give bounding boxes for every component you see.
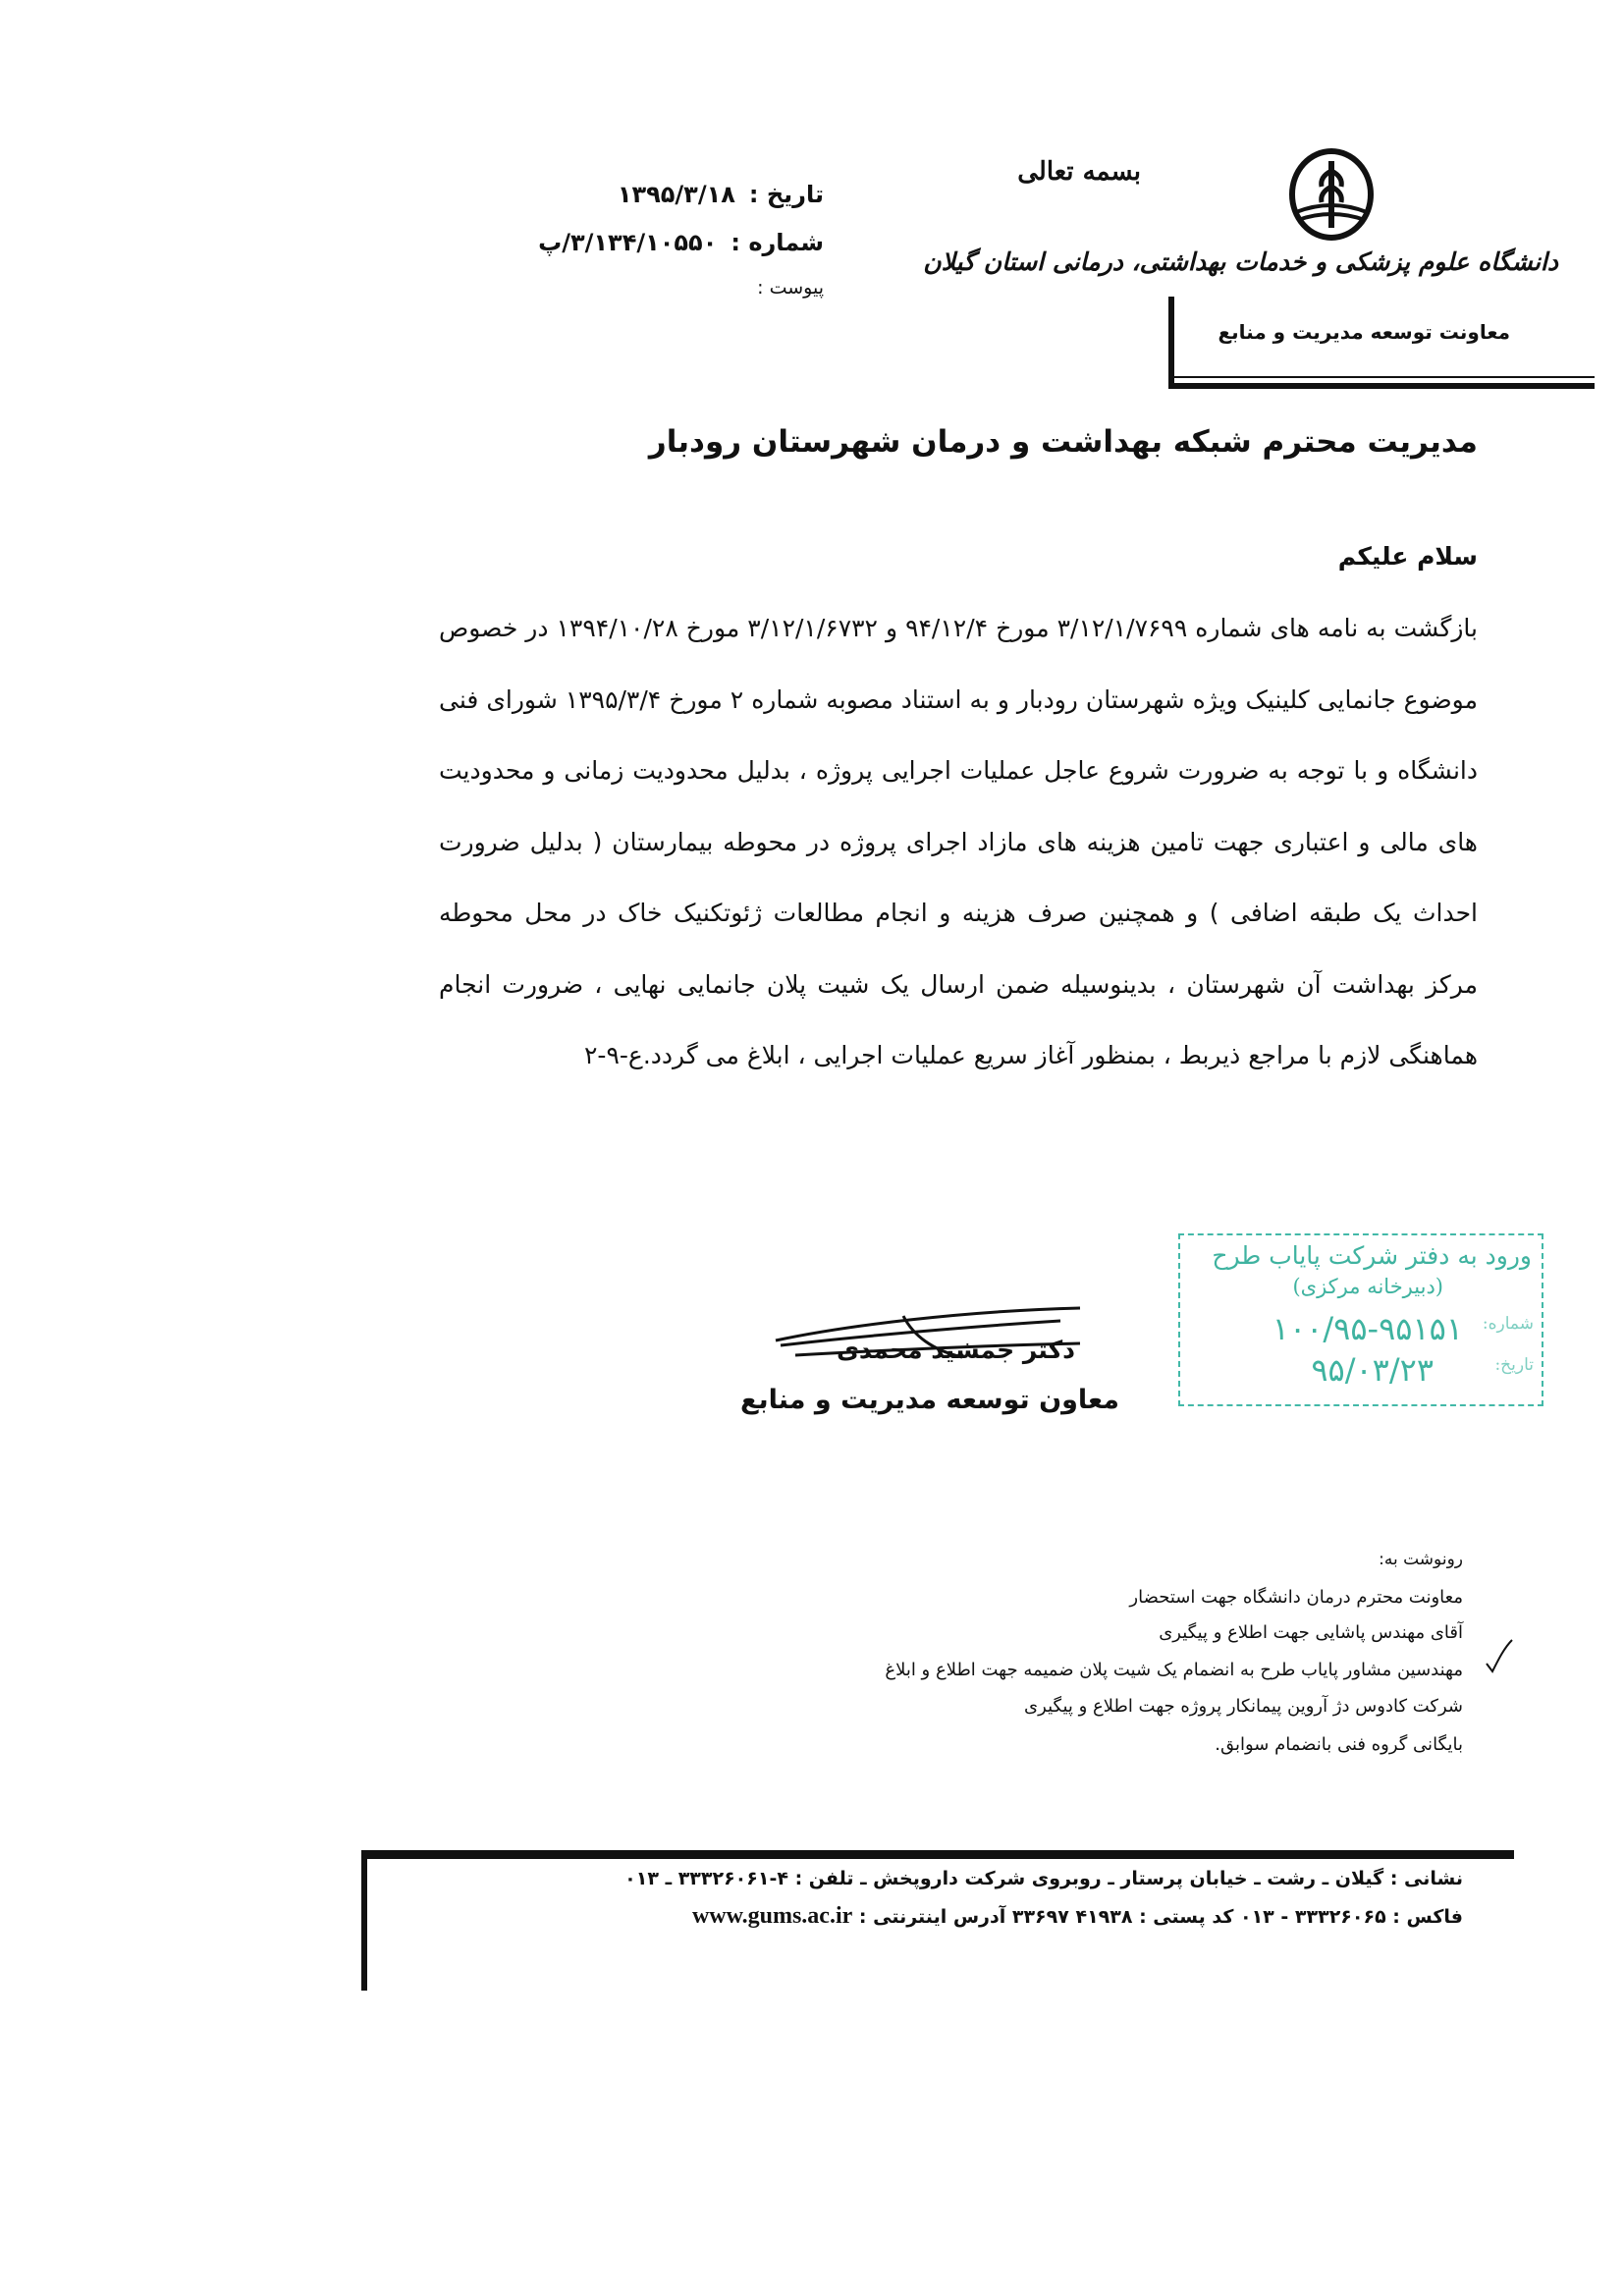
- stamp-number-label: شماره:: [1482, 1314, 1534, 1334]
- date-label: تاریخ :: [748, 181, 824, 208]
- bismillah: بسمه تعالی: [1017, 157, 1141, 187]
- number-value: ۳/۱۳۴/۱۰۵۵۰/پ: [538, 229, 718, 256]
- greeting: سلام علیکم: [1337, 542, 1478, 571]
- date-row: [618, 181, 824, 208]
- stamp-number-value: ۱۰۰/۹۵-۹۵۱۵۱: [1272, 1310, 1463, 1347]
- cc-item: مهندسین مشاور پایاب طرح به انضمام یک شیت پلان ضمیمه جهت اطلاع و ابلاغ: [885, 1660, 1463, 1680]
- cc-item: شرکت کادوس دژ آروین پیمانکار پروژه جهت اطلاع و پیگیری: [1024, 1696, 1463, 1717]
- footer-fax-postal: فاکس : ۳۳۳۲۶۰۶۵ - ۰۱۳ کد پستی : ۴۱۹۳۸ ۳۳۶۹۷ آدرس اینترنتی :: [858, 1906, 1463, 1928]
- handwritten-signature-icon: [766, 1296, 1090, 1385]
- number-label: شماره :: [731, 229, 824, 256]
- university-logo-icon: [1272, 147, 1390, 246]
- cc-item: معاونت محترم درمان دانشگاه جهت استحضار: [1129, 1587, 1463, 1608]
- footer-address: نشانی : گیلان ـ رشت ـ خیابان پرستار ـ روبروی شرکت داروپخش ـ تلفن : ۴-۳۳۳۲۶۰۶۱ ـ ۰۱۳: [624, 1868, 1463, 1889]
- attachment-label: پیوست :: [757, 277, 824, 299]
- stamp-line2: (دبیرخانه مرکزی): [1292, 1275, 1443, 1298]
- footer-rule-vertical: [361, 1850, 367, 1991]
- letter-body: بازگشت به نامه های شماره ۳/۱۲/۱/۷۶۹۹ مورخ ۹۴/۱۲/۴ و ۳/۱۲/۱/۶۷۳۲ مورخ ۱۳۹۴/۱۰/۲۸ در خصوص موضوع جانمایی کلینیک ویژه شهرستان رودبار و به استناد مصوبه شماره ۲ مورخ ۱۳۹۵/۳/۴ شورای فنی دانشگاه و با توجه به ضرورت شروع عاجل عملیات اجرایی پروژه ، بدلیل محدودیت زمانی و محدودیت های مالی و اعتباری جهت تامین هزینه های مازاد اجرای پروژه در محوطه بیمارستان ( بدلیل ضرورت احداث یک طبقه اضافی ) و همچنین صرف هزینه و انجام مطالعات ژئوتکنیک خاک در محل محوطه مرکز بهداشت آن شهرستان ، بدینوسیله ضمن ارسال یک شیت پلان جانمایی نهایی ، ضرورت انجام هماهنگی لازم با مراجع ذیربط ، بمنظور آغاز سریع عملیات اجرایی ، ابلاغ می گردد.ع-۹-۲: [439, 614, 1478, 1069]
- cc-item: بایگانی گروه فنی بانضمام سوابق.: [1215, 1734, 1463, 1755]
- number-row: [538, 229, 824, 256]
- university-name: دانشگاه علوم پزشکی و خدمات بهداشتی، درمانی استان گیلان: [923, 247, 1558, 276]
- stamp-line1: ورود به دفتر شرکت پایاب طرح: [1212, 1241, 1532, 1270]
- date-value: ۱۳۹۵/۳/۱۸: [617, 181, 735, 208]
- footer-website-link[interactable]: www.gums.ac.ir: [691, 1903, 853, 1929]
- signatory-name: دکتر جمشید محمدی: [836, 1336, 1075, 1364]
- department-name: معاونت توسعه مدیریت و منابع: [1218, 320, 1510, 344]
- signatory-title: معاون توسعه مدیریت و منابع: [740, 1385, 1119, 1415]
- cc-label: رونوشت به:: [1379, 1550, 1463, 1569]
- cc-item: آقای مهندس پاشایی جهت اطلاع و پیگیری: [1159, 1622, 1463, 1643]
- footer-contact: [692, 1903, 1463, 1930]
- stamp-date-value: ۹۵/۰۳/۲۳: [1311, 1351, 1434, 1389]
- recipient-heading: مدیریت محترم شبکه بهداشت و درمان شهرستان رودبار: [648, 424, 1478, 460]
- receipt-stamp: [1178, 1233, 1543, 1406]
- footer-rule: [363, 1850, 1514, 1859]
- checkmark-icon: [1485, 1638, 1514, 1677]
- stamp-date-label: تاریخ:: [1494, 1355, 1534, 1375]
